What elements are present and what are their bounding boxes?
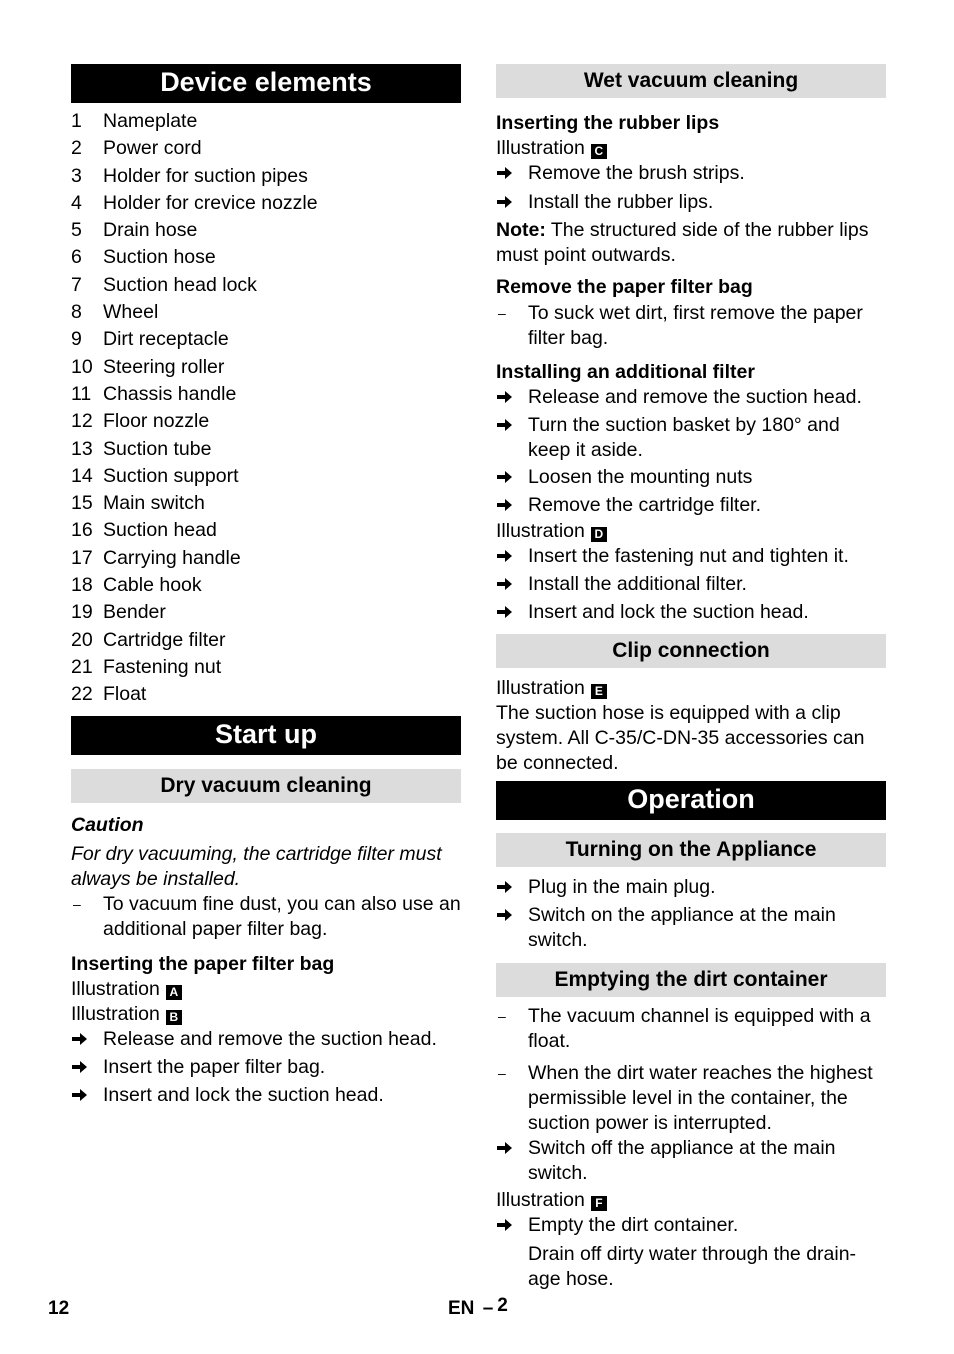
paper-bag-heading: Inserting the paper filter bag: [71, 952, 335, 975]
emptying-heading: Emptying the dirt container: [496, 963, 886, 997]
list-item-text: Turn the suction basket by 180° and keep it aside.: [528, 414, 840, 461]
arrow-icon: [71, 1027, 103, 1053]
illustration-ref-c: [496, 136, 886, 161]
illustration-word: Illustration: [496, 1189, 585, 1211]
item-label: Float: [103, 683, 147, 706]
arrow-icon: [496, 875, 528, 901]
list-item: [496, 544, 886, 570]
item-number: 22: [71, 683, 93, 706]
illustration-word: Illustration: [71, 977, 160, 1000]
list-item-text: Release and remove the suction head.: [528, 386, 862, 408]
turning-on-steps: [496, 875, 886, 953]
item-number: 7: [71, 273, 82, 296]
item-number: 21: [71, 655, 93, 678]
arrow-icon: [496, 903, 528, 953]
list-item: [71, 163, 461, 190]
illustration-badge: F: [591, 1196, 607, 1211]
list-item: [71, 517, 461, 544]
footer-lang: [448, 1296, 508, 1321]
list-item: [496, 465, 886, 491]
item-label: Power cord: [103, 137, 202, 160]
clip-text: The suction hose is equipped with a clip system. All C-35/C-DN-35 accessories can be connected.: [496, 702, 865, 774]
list-item: [71, 381, 461, 408]
item-label: Suction head: [103, 519, 217, 542]
list-item-text: The vacuum channel is equipped with a float.: [528, 1005, 871, 1052]
illustration-badge: C: [591, 144, 607, 159]
list-item: [71, 326, 461, 353]
list-item: [71, 190, 461, 217]
list-item: [496, 1061, 886, 1136]
item-number: 18: [71, 574, 93, 597]
arrow-icon: [496, 413, 528, 463]
item-label: Fastening nut: [103, 655, 222, 678]
illustration-ref-d: [496, 519, 886, 544]
left-column: [71, 64, 461, 1109]
list-item: [496, 413, 886, 463]
note-label: Note:: [496, 219, 546, 241]
illustration-word: Illustration: [496, 520, 585, 542]
list-item-text: Switch on the appliance at the main switch.: [528, 904, 836, 951]
arrow-icon: [71, 1083, 103, 1109]
list-item: [71, 244, 461, 271]
item-number: 13: [71, 437, 93, 460]
item-number: 17: [71, 546, 93, 569]
item-number: 20: [71, 628, 93, 651]
list-item: [71, 892, 461, 942]
list-item: [71, 135, 461, 162]
list-item: [496, 903, 886, 953]
item-label: Bender: [103, 601, 166, 624]
list-item-text: Insert and lock the suction head.: [103, 1083, 384, 1106]
turning-on-heading: Turning on the Appliance: [496, 833, 886, 867]
item-label: Cartridge filter: [103, 628, 226, 651]
item-number: 14: [71, 464, 93, 487]
arrow-icon: [496, 600, 528, 626]
list-item: [496, 385, 886, 411]
dash-marker: –: [73, 895, 81, 912]
list-item: [496, 572, 886, 598]
item-label: Dirt receptacle: [103, 328, 229, 351]
list-item-text: Install the additional filter.: [528, 573, 747, 595]
item-label: Carrying handle: [103, 546, 241, 569]
list-item: [496, 1213, 886, 1239]
item-number: 1: [71, 110, 82, 132]
item-label: Suction tube: [103, 437, 212, 460]
item-label: Suction hose: [103, 246, 216, 269]
arrow-icon: [496, 1136, 528, 1186]
caution-label: Caution: [71, 813, 144, 836]
illustration-word: Illustration: [496, 137, 585, 159]
list-item-text: Plug in the main plug.: [528, 876, 716, 898]
illustration-ref-e: [496, 676, 886, 701]
illustration-badge: D: [591, 527, 607, 542]
illustration-badge: B: [166, 1010, 182, 1025]
language-code: EN: [448, 1298, 475, 1319]
list-item: [71, 272, 461, 299]
list-item: [71, 354, 461, 381]
dash-marker: –: [498, 1065, 506, 1081]
list-item: [71, 572, 461, 599]
item-label: Steering roller: [103, 355, 225, 378]
list-item: [71, 299, 461, 326]
clip-connection-heading: Clip connection: [496, 634, 886, 668]
additional-filter-steps-2: [496, 544, 886, 626]
arrow-icon: [496, 465, 528, 491]
item-label: Suction head lock: [103, 273, 257, 296]
list-item: [496, 875, 886, 901]
illustration-ref-f: [496, 1188, 886, 1213]
list-item: [496, 161, 886, 187]
list-item: [496, 1136, 886, 1186]
separator: –: [482, 1298, 494, 1319]
dash-marker: –: [498, 1008, 506, 1024]
sub-page-number: 2: [497, 1295, 508, 1316]
list-item-text: Empty the dirt container.: [528, 1214, 739, 1236]
item-number: 10: [71, 355, 93, 378]
item-number: 16: [71, 519, 93, 542]
list-item: [71, 545, 461, 572]
item-number: 3: [71, 164, 82, 187]
list-item: [496, 493, 886, 519]
item-label: Main switch: [103, 492, 205, 515]
caution-text: For dry vacuuming, the cartridge filter must always be installed.: [71, 842, 442, 890]
list-item: [496, 301, 886, 351]
arrow-icon: [496, 572, 528, 598]
list-item: [71, 463, 461, 490]
list-item: [71, 1055, 461, 1081]
item-label: Drain hose: [103, 219, 198, 242]
list-item: [71, 108, 461, 135]
item-number: 6: [71, 246, 82, 269]
illustration-word: Illustration: [496, 677, 585, 699]
item-label: Holder for crevice nozzle: [103, 191, 318, 214]
arrow-icon: [496, 493, 528, 519]
illustration-ref-a: [71, 977, 461, 1002]
arrow-icon: [496, 385, 528, 411]
list-item: [71, 1027, 461, 1053]
list-item-text: Insert the paper filter bag.: [103, 1055, 326, 1078]
page-number: 12: [48, 1298, 70, 1319]
list-item: [71, 490, 461, 517]
list-item: [496, 190, 886, 216]
dry-vacuum-heading: Dry vacuum cleaning: [71, 769, 461, 803]
list-item: [71, 654, 461, 681]
caution-block: [71, 813, 461, 892]
illustration-badge: A: [166, 985, 182, 1000]
arrow-icon: [496, 1213, 528, 1239]
item-label: Floor nozzle: [103, 410, 210, 433]
list-item: [71, 599, 461, 626]
item-label: Suction support: [103, 464, 239, 487]
arrow-icon: [496, 161, 528, 187]
item-number: 5: [71, 219, 82, 242]
list-item: [71, 217, 461, 244]
remove-bag-heading: Remove the paper filter bag: [496, 276, 753, 298]
illustration-word: Illustration: [71, 1002, 160, 1025]
list-item-text: Loosen the mounting nuts: [528, 466, 753, 488]
operation-heading: Operation: [496, 781, 886, 820]
list-item-text: To vacuum fine dust, you can also use an additional paper filter bag.: [103, 892, 461, 940]
item-number: 4: [71, 191, 82, 214]
item-number: 9: [71, 328, 82, 351]
list-item-text: Insert and lock the suction head.: [528, 601, 809, 623]
list-item-text: Remove the cartridge filter.: [528, 494, 762, 516]
item-label: Nameplate: [103, 110, 198, 132]
note-text: [496, 218, 886, 268]
right-column: [496, 64, 886, 1292]
item-number: 8: [71, 301, 82, 324]
dash-marker: –: [498, 305, 506, 321]
list-item-text: To suck wet dirt, first remove the paper filter bag.: [528, 302, 863, 349]
device-elements-list: [71, 108, 461, 709]
list-item-text: Remove the brush strips.: [528, 162, 745, 184]
list-item: [71, 681, 461, 708]
item-number: 11: [71, 382, 92, 405]
rubber-lips-steps: [496, 161, 886, 216]
switch-off-step: [496, 1136, 886, 1186]
item-number: 15: [71, 492, 93, 515]
list-item-text: Install the rubber lips.: [528, 191, 714, 213]
drain-text: Drain off dirty water through the drain-age hose.: [528, 1243, 857, 1290]
list-item-text: Release and remove the suction head.: [103, 1027, 437, 1050]
paper-bag-steps: [71, 1027, 461, 1109]
note-body: The structured side of the rubber lips must point outwards.: [496, 219, 869, 266]
item-number: 19: [71, 601, 93, 624]
list-item-text: Switch off the appliance at the main switch.: [528, 1137, 836, 1184]
arrow-icon: [71, 1055, 103, 1081]
item-label: Chassis handle: [103, 382, 237, 405]
list-item: [496, 1004, 886, 1054]
list-item-text: Insert the fastening nut and tighten it.: [528, 545, 849, 567]
list-item: [496, 600, 886, 626]
item-label: Cable hook: [103, 574, 202, 597]
list-item: [71, 627, 461, 654]
list-item: [71, 436, 461, 463]
illustration-badge: E: [591, 684, 607, 699]
arrow-icon: [496, 544, 528, 570]
arrow-icon: [496, 190, 528, 216]
emptying-dash-list: [496, 1004, 886, 1136]
start-up-heading: Start up: [71, 716, 461, 755]
list-item: [71, 408, 461, 435]
additional-filter-heading: Installing an additional filter: [496, 361, 755, 383]
item-number: 2: [71, 137, 82, 160]
device-elements-heading: Device elements: [71, 64, 461, 103]
additional-filter-steps: [496, 385, 886, 519]
item-label: Holder for suction pipes: [103, 164, 308, 187]
list-item: [71, 1083, 461, 1109]
item-label: Wheel: [103, 301, 159, 324]
list-item-text: When the dirt water reaches the highest permissible level in the container, the suction power is interrupted.: [528, 1062, 873, 1134]
item-number: 12: [71, 410, 93, 433]
wet-vacuum-heading: Wet vacuum cleaning: [496, 64, 886, 98]
rubber-lips-heading: Inserting the rubber lips: [496, 112, 720, 134]
illustration-ref-b: [71, 1002, 461, 1027]
